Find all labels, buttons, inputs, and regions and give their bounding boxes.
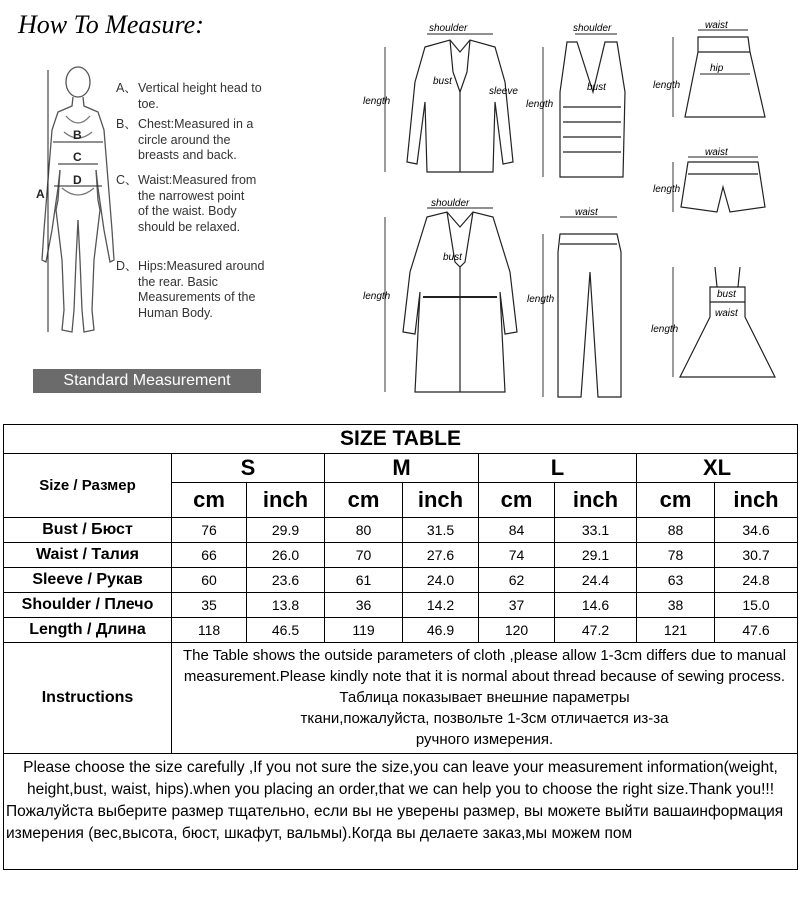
advice-ru: Пожалуйста выберите размер тщательно, если вы не уверены размер, вы можете выйти вашаинформация измерения (вес,высота, бюст, шкафут, вальмы).Когда вы делаете заказ,мы можем пом [6, 802, 784, 842]
tank-shoulder-label: shoulder [573, 23, 612, 34]
table-cell: 74 [479, 543, 555, 568]
legend-letter: C、 [116, 173, 138, 187]
unit-cell: inch [247, 483, 325, 518]
legend-item-a [116, 81, 276, 115]
table-cell: 38 [637, 593, 715, 618]
legend-text: Waist:Measured from the narrowest point of the waist. Body should be relaxed. [138, 173, 257, 234]
standard-measurement-bar: Standard Measurement [33, 369, 261, 393]
table-cell: 30.7 [715, 543, 798, 568]
row-label: Shoulder / Плечо [4, 593, 172, 618]
legend-letter: B、 [116, 117, 137, 131]
skirt-length-label: length [653, 80, 681, 91]
table-cell: 26.0 [247, 543, 325, 568]
blouse-bust-label: bust [433, 76, 452, 87]
table-cell: 33.1 [555, 518, 637, 543]
legend-text: Hips:Measured around the rear. Basic Measurements of the Human Body. [138, 259, 265, 320]
table-cell: 121 [637, 618, 715, 643]
blouse-shoulder-label: shoulder [429, 23, 468, 34]
table-cell: 24.4 [555, 568, 637, 593]
unit-cell: inch [403, 483, 479, 518]
dress-length-label: length [651, 324, 679, 335]
coat-bust-label: bust [443, 252, 462, 263]
marker-c: C [73, 150, 82, 164]
table-cell: 29.9 [247, 518, 325, 543]
marker-d: D [73, 173, 82, 187]
size-table [3, 424, 798, 870]
table-row-sleeve [4, 568, 798, 593]
table-cell: 36 [325, 593, 403, 618]
legend-text: Vertical height head to toe. [138, 81, 262, 111]
table-cell: 47.2 [555, 618, 637, 643]
shorts-waist-label: waist [705, 147, 728, 158]
instructions-text [172, 643, 798, 754]
row-label: Length / Длина [4, 618, 172, 643]
skirt-hip-label: hip [710, 63, 724, 74]
table-cell: 37 [479, 593, 555, 618]
table-cell: 76 [172, 518, 247, 543]
instructions-en: The Table shows the outside parameters of cloth ,please allow 1-3cm differs due to manual measurement.Please kindly note that it is normal about thread because of sewing process. [182, 646, 787, 685]
coat-shoulder-label: shoulder [431, 198, 470, 209]
dress-waist-label: waist [715, 308, 738, 319]
instructions-ru: Таблица показывает внешние параметры ткани,пожалуйста, позвольте 1-3см отличается из-за ручного измерения. [300, 688, 669, 748]
unit-cell: inch [555, 483, 637, 518]
legend-item-c [116, 173, 276, 253]
table-cell: 24.0 [403, 568, 479, 593]
pants-waist-label: waist [575, 207, 598, 218]
table-cell: 14.2 [403, 593, 479, 618]
unit-cell: cm [325, 483, 403, 518]
size-table-title: SIZE TABLE [4, 425, 798, 454]
table-cell: 23.6 [247, 568, 325, 593]
unit-cell: cm [172, 483, 247, 518]
marker-b: B [73, 128, 82, 142]
row-label: Sleeve / Рукав [4, 568, 172, 593]
legend-letter: A、 [116, 81, 137, 95]
table-cell: 62 [479, 568, 555, 593]
legend-item-b [116, 117, 276, 167]
size-header: Size / Размер [4, 454, 172, 518]
unit-cell: inch [715, 483, 798, 518]
table-cell: 63 [637, 568, 715, 593]
table-cell: 66 [172, 543, 247, 568]
tank-bust-label: bust [587, 82, 606, 93]
table-cell: 61 [325, 568, 403, 593]
row-label: Waist / Талия [4, 543, 172, 568]
table-cell: 31.5 [403, 518, 479, 543]
table-cell: 47.6 [715, 618, 798, 643]
table-cell: 84 [479, 518, 555, 543]
table-row-length [4, 618, 798, 643]
size-l: L [479, 454, 637, 483]
dress-bust-label: bust [717, 289, 736, 300]
tank-length-label: length [526, 99, 554, 110]
size-xl: XL [637, 454, 798, 483]
row-label: Bust / Бюст [4, 518, 172, 543]
shorts-length-label: length [653, 184, 681, 195]
table-cell: 119 [325, 618, 403, 643]
body-figure [28, 60, 128, 350]
advice-en: Please choose the size carefully ,If you not sure the size,you can leave your measurement information(weight, height,bust, waist, hips).when you placing an order,that we can help you to choose the right size.Thank you!!! [23, 758, 778, 798]
table-row-bust [4, 518, 798, 543]
table-cell: 24.8 [715, 568, 798, 593]
legend-item-d [116, 259, 276, 324]
table-cell: 78 [637, 543, 715, 568]
table-cell: 80 [325, 518, 403, 543]
table-cell: 27.6 [403, 543, 479, 568]
pants-length-label: length [527, 294, 555, 305]
size-advice-note [4, 754, 798, 870]
table-cell: 29.1 [555, 543, 637, 568]
blouse-length-label: length [363, 96, 391, 107]
table-cell: 14.6 [555, 593, 637, 618]
unit-cell: cm [479, 483, 555, 518]
table-cell: 88 [637, 518, 715, 543]
table-cell: 46.5 [247, 618, 325, 643]
table-row-waist [4, 543, 798, 568]
skirt-waist-label: waist [705, 20, 728, 31]
blouse-sleeve-label: sleeve [489, 86, 518, 97]
table-cell: 120 [479, 618, 555, 643]
table-cell: 118 [172, 618, 247, 643]
instructions-label: Instructions [4, 643, 172, 754]
unit-cell: cm [637, 483, 715, 518]
table-cell: 34.6 [715, 518, 798, 543]
page-title: How To Measure: [18, 10, 204, 39]
table-cell: 13.8 [247, 593, 325, 618]
size-s: S [172, 454, 325, 483]
marker-a: A [36, 187, 45, 201]
table-cell: 46.9 [403, 618, 479, 643]
legend-letter: D、 [116, 259, 138, 273]
table-row-shoulder [4, 593, 798, 618]
table-cell: 35 [172, 593, 247, 618]
size-m: M [325, 454, 479, 483]
table-cell: 60 [172, 568, 247, 593]
coat-length-label: length [363, 291, 391, 302]
garment-diagrams [355, 12, 795, 407]
table-cell: 70 [325, 543, 403, 568]
table-cell: 15.0 [715, 593, 798, 618]
legend-text: Chest:Measured in a circle around the breasts and back. [138, 117, 254, 162]
